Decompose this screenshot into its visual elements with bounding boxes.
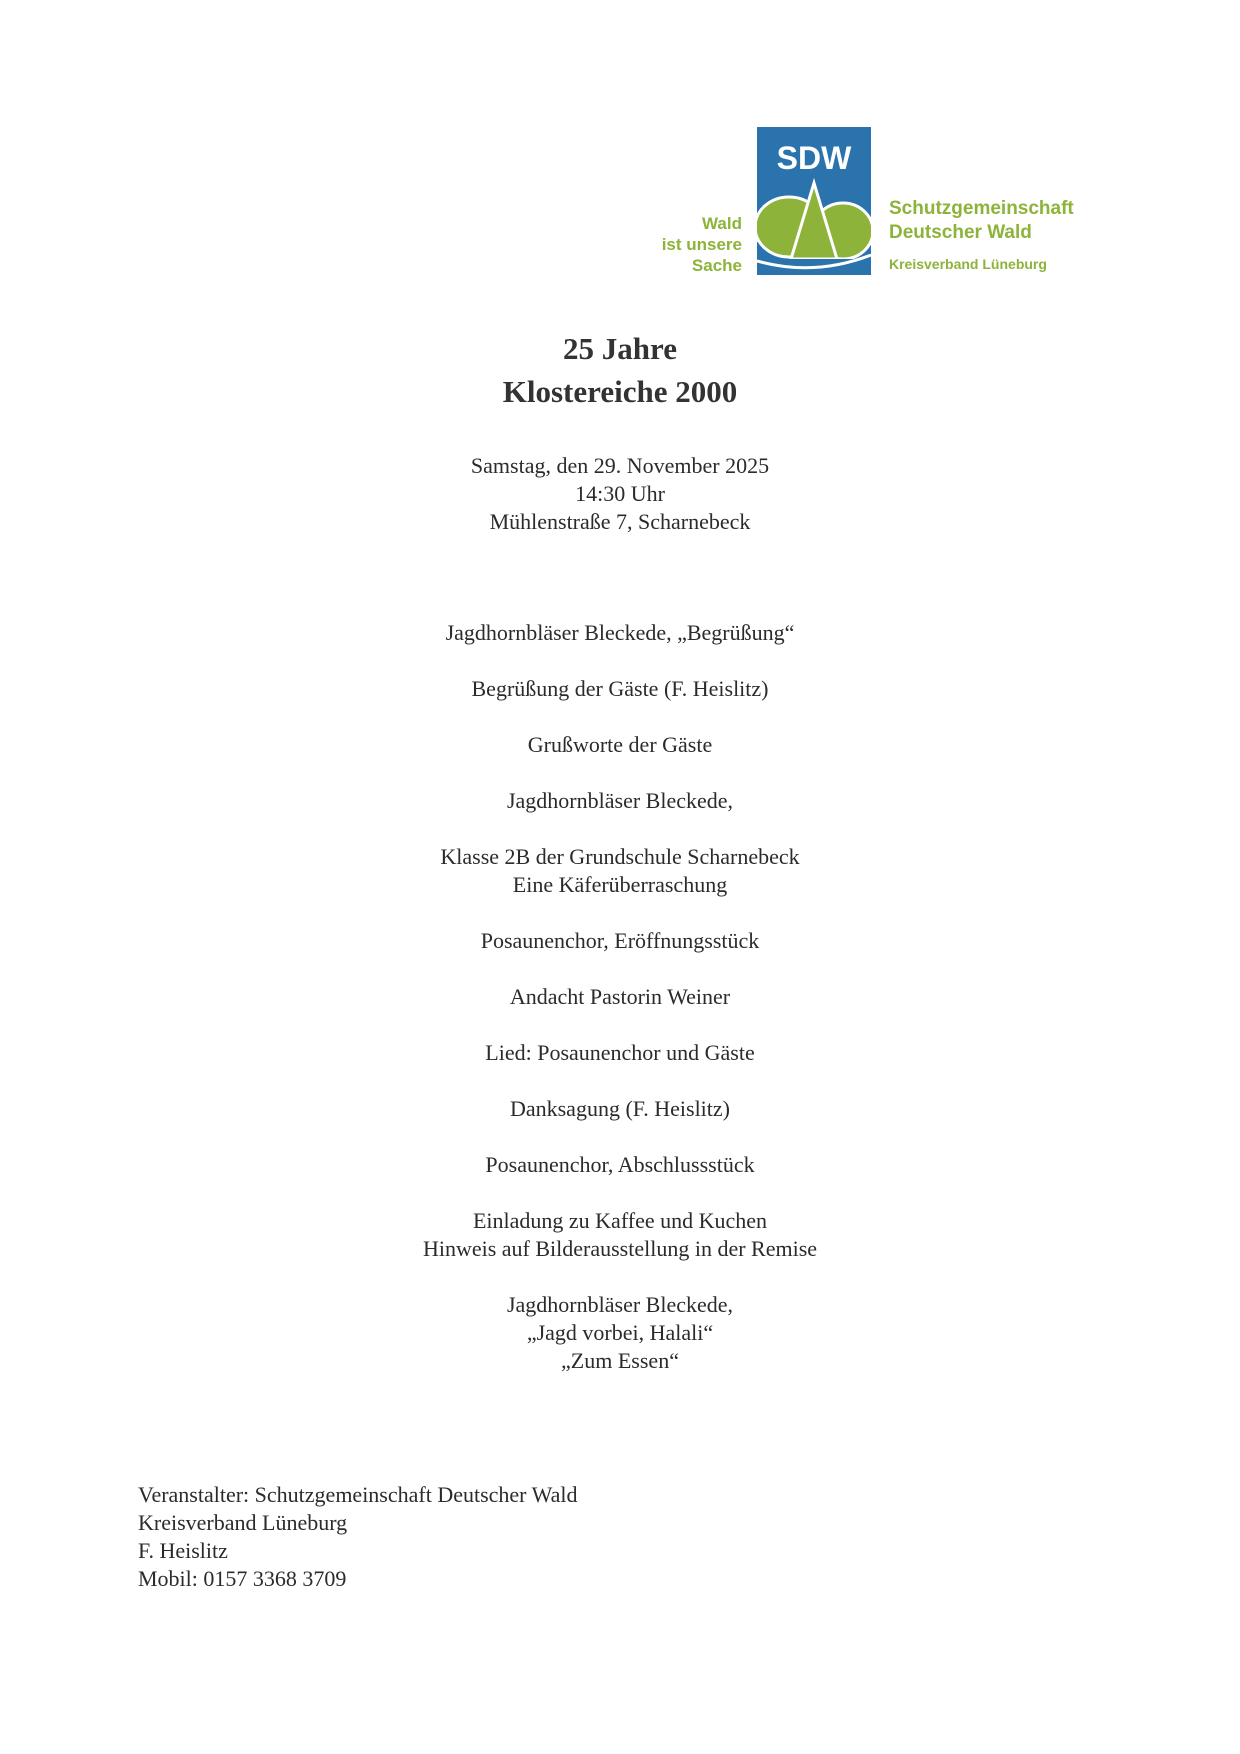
program-line: Einladung zu Kaffee und Kuchen [472, 1208, 768, 1233]
program-list [0, 619, 1240, 1403]
program-line: Jagdhornbläser Bleckede, [506, 788, 734, 813]
program-item [0, 1095, 1240, 1123]
program-line: Jagdhornbläser Bleckede, [506, 1292, 734, 1317]
program-item [0, 983, 1240, 1011]
organizer-phone: Mobil: 0157 3368 3709 [138, 1566, 347, 1591]
program-line: Posaunenchor, Abschlussstück [485, 1152, 755, 1177]
sdw-logo-icon [757, 127, 871, 275]
title-line-2: Klostereiche 2000 [502, 374, 738, 409]
program-line: „Jagd vorbei, Halali“ [526, 1320, 714, 1345]
program-line: Eine Käferüberraschung [512, 872, 728, 897]
organizer-line-3: F. Heislitz [138, 1538, 228, 1563]
program-line: Grußworte der Gäste [527, 732, 713, 757]
program-line: Andacht Pastorin Weiner [509, 984, 731, 1009]
org-branch: Kreisverband Lüneburg [889, 256, 1047, 272]
program-line: Lied: Posaunenchor und Gäste [485, 1040, 755, 1065]
program-line: Danksagung (F. Heislitz) [509, 1096, 731, 1121]
program-item [0, 927, 1240, 955]
event-info [0, 452, 1240, 536]
event-address: Mühlenstraße 7, Scharnebeck [489, 509, 751, 534]
program-line: Hinweis auf Bilderausstellung in der Remise [422, 1236, 818, 1261]
slogan-line-1: Wald [702, 214, 742, 233]
organizer-line-2: Kreisverband Lüneburg [138, 1510, 348, 1535]
program-item [0, 619, 1240, 647]
slogan-line-3: Sache [691, 256, 742, 275]
program-line: Begrüßung der Gäste (F. Heislitz) [471, 676, 769, 701]
logo-organization [889, 197, 1119, 272]
org-name-line-1: Schutzgemeinschaft [889, 198, 1074, 219]
program-line: „Zum Essen“ [561, 1348, 679, 1373]
program-item [0, 675, 1240, 703]
program-item [0, 731, 1240, 759]
program-item [0, 1039, 1240, 1067]
program-item [0, 1207, 1240, 1263]
program-item [0, 843, 1240, 899]
organizer-line-1: Veranstalter: Schutzgemeinschaft Deutscher Wald [138, 1482, 578, 1507]
program-item [0, 1151, 1240, 1179]
program-line: Posaunenchor, Eröffnungsstück [480, 928, 760, 953]
program-item [0, 787, 1240, 815]
slogan-line-2: ist unsere [661, 235, 742, 254]
program-item [0, 1291, 1240, 1375]
event-date: Samstag, den 29. November 2025 [470, 453, 770, 478]
logo-abbr: SDW [776, 140, 852, 176]
program-line: Jagdhornbläser Bleckede, „Begrüßung“ [445, 620, 795, 645]
page-title [0, 327, 1240, 413]
logo-slogan [640, 213, 742, 276]
program-line: Klasse 2B der Grundschule Scharnebeck [440, 844, 800, 869]
event-time: 14:30 Uhr [575, 481, 665, 506]
title-line-1: 25 Jahre [563, 331, 677, 366]
organizer-info [138, 1481, 578, 1593]
org-name-line-2: Deutscher Wald [889, 222, 1032, 243]
